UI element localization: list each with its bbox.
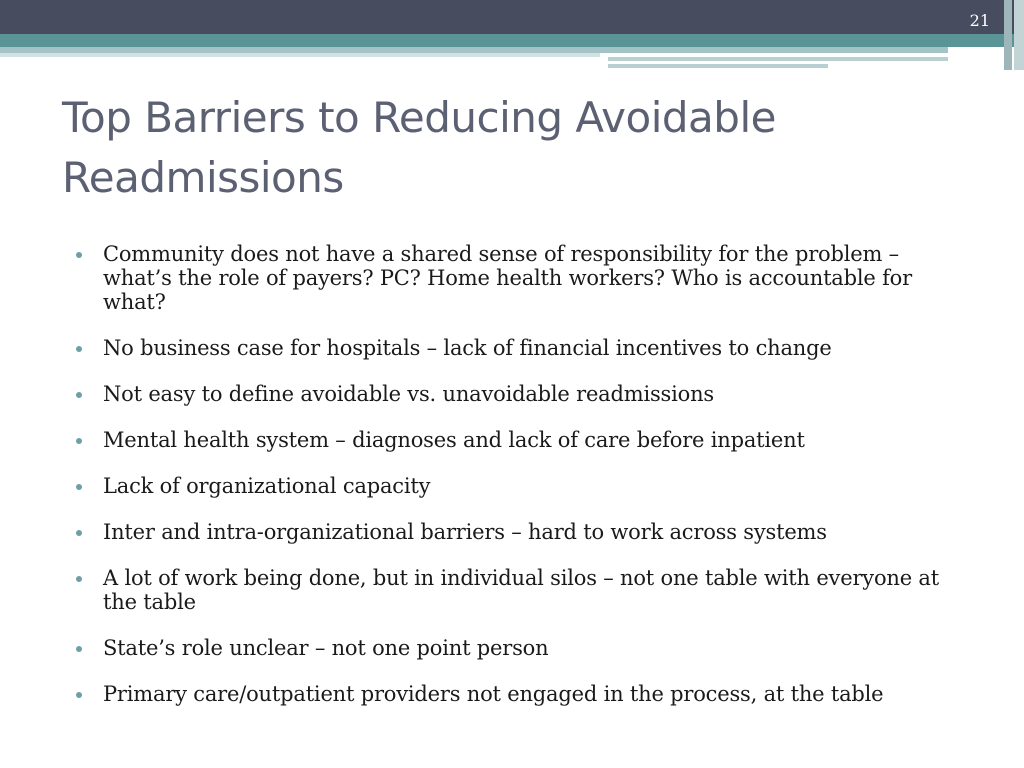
bullet-item <box>76 566 966 614</box>
bullet-item <box>76 428 966 452</box>
bullet-dot-icon <box>76 484 82 490</box>
bullet-item <box>76 636 966 660</box>
bullet-text: No business case for hospitals – lack of financial incentives to change <box>103 336 832 360</box>
bullet-item <box>76 382 966 406</box>
bullet-dot-icon <box>76 252 82 258</box>
bullet-list <box>76 242 966 728</box>
bullet-item <box>76 242 966 314</box>
bullet-text: A lot of work being done, but in individual silos – not one table with everyone at the table <box>103 566 939 614</box>
header-gap <box>948 47 1000 57</box>
header-pale-stripe <box>0 53 600 57</box>
bullet-text: State’s role unclear – not one point person <box>103 636 549 660</box>
bullet-item <box>76 682 966 706</box>
bullet-text: Primary care/outpatient providers not engaged in the process, at the table <box>103 682 884 706</box>
bullet-text: Not easy to define avoidable vs. unavoidable readmissions <box>103 382 714 406</box>
bullet-dot-icon <box>76 438 82 444</box>
bullet-dot-icon <box>76 392 82 398</box>
header-vertical-bar <box>1004 0 1012 70</box>
header-band <box>0 0 1024 34</box>
slide-number: 21 <box>969 11 990 30</box>
bullet-text: Lack of organizational capacity <box>103 474 431 498</box>
bullet-text: Mental health system – diagnoses and lack of care before inpatient <box>103 428 805 452</box>
bullet-dot-icon <box>76 692 82 698</box>
bullet-dot-icon <box>76 576 82 582</box>
bullet-dot-icon <box>76 530 82 536</box>
bullet-text: Community does not have a shared sense of responsibility for the problem – what’s the role of payers? PC? Home health workers? Who is accountable for what? <box>103 242 912 314</box>
header-accent-line <box>608 64 828 68</box>
bullet-item <box>76 520 966 544</box>
header-vertical-bar <box>1014 0 1024 70</box>
bullet-dot-icon <box>76 346 82 352</box>
header-accent-line <box>608 57 948 61</box>
bullet-item <box>76 474 966 498</box>
header-teal-stripe <box>0 34 1024 47</box>
bullet-dot-icon <box>76 646 82 652</box>
slide-title: Top Barriers to Reducing Avoidable Readmissions <box>62 93 776 202</box>
bullet-item <box>76 336 966 360</box>
bullet-text: Inter and intra-organizational barriers – hard to work across systems <box>103 520 827 544</box>
